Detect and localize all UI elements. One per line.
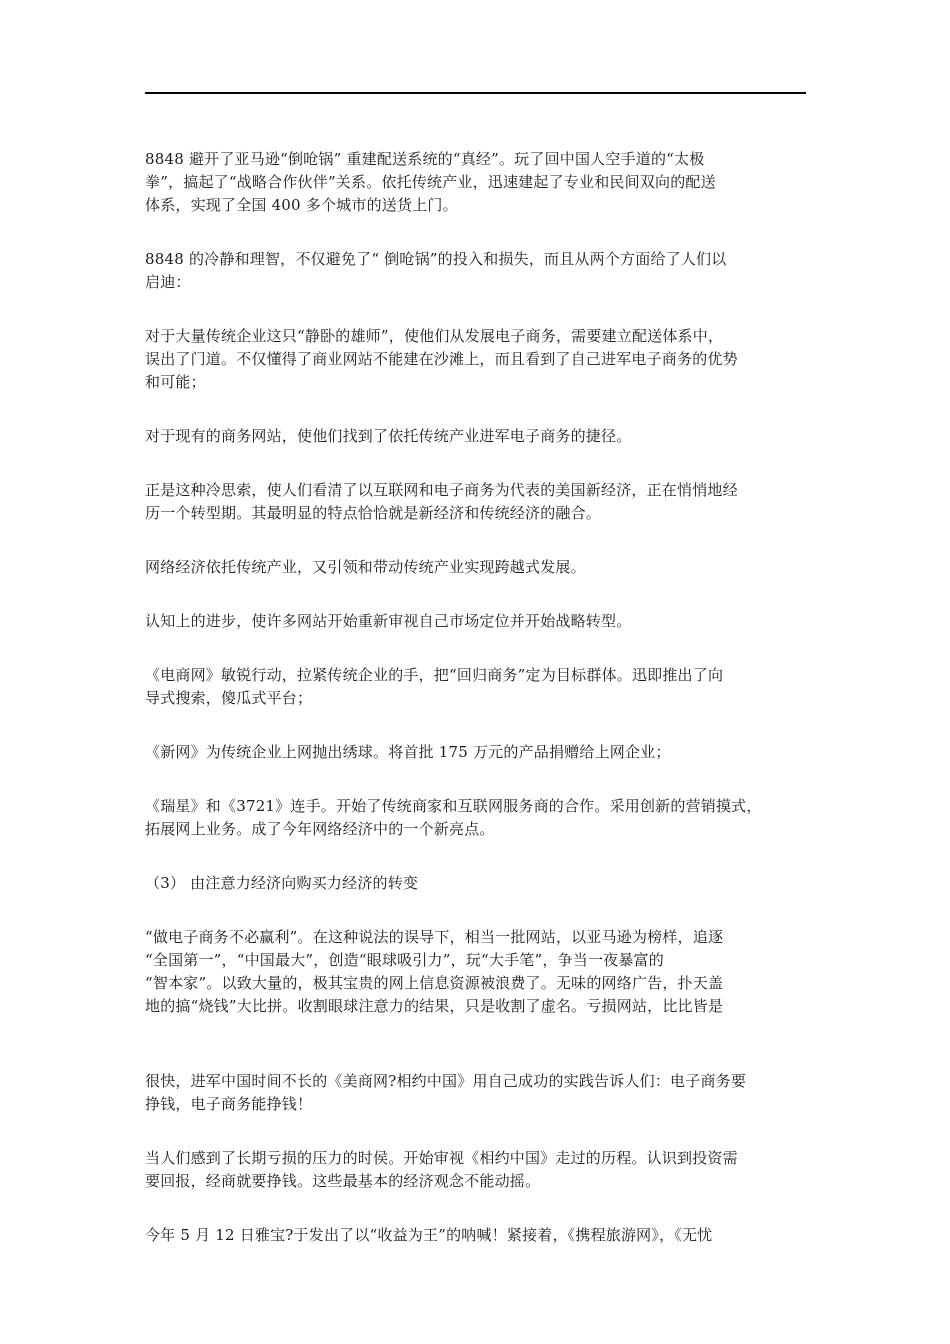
paragraph: [145, 741, 817, 764]
text-line: 很快，进军中国时间不长的《美商网?相约中国》用自己成功的实践告诉人们：电子商务要: [145, 1072, 747, 1090]
paragraph: [145, 795, 817, 841]
text-line: 对于大量传统企业这只“静卧的雄师”，使他们从发展电子商务，需要建立配送体系中，: [145, 327, 724, 345]
text-line: 体系，实现了全国 400 多个城市的送货上门。: [145, 196, 458, 214]
header-rule: [145, 92, 806, 94]
text-line: 和可能；: [145, 373, 206, 391]
paragraph: [145, 479, 817, 525]
text-line: 今年 5 月 12 日雅宝?于发出了以“收益为王”的呐喊！紧接着，《携程旅游网》，《无忧: [145, 1226, 713, 1244]
paragraph: [145, 1070, 817, 1116]
document-body: [145, 148, 817, 1247]
text-line: 当人们感到了长期亏损的压力的时侯。开始审视《相约中国》走过的历程。认识到投资需: [145, 1149, 738, 1167]
text-line: 8848 的冷静和理智，不仅避免了“ 倒呛锅”的投入和损失，而且从两个方面给了人们以: [145, 250, 727, 268]
text-line: 《瑞星》和《3721》连手。开始了传统商家和互联网服务商的合作。采用创新的营销摸式，: [145, 797, 762, 815]
paragraph: [145, 1147, 817, 1193]
paragraph: [145, 325, 817, 394]
text-line: 网络经济依托传统产业，又引领和带动传统产业实现跨越式发展。: [145, 558, 586, 576]
paragraph: [145, 148, 817, 217]
text-line: 正是这种冷思索，使人们看清了以互联网和电子商务为代表的美国新经济，正在悄悄地经: [145, 481, 738, 499]
text-line: 误出了门道。不仅懂得了商业网站不能建在沙滩上，而且看到了自己进军电子商务的优势: [145, 350, 738, 368]
section-heading: [145, 872, 817, 895]
paragraph: [145, 425, 817, 448]
text-line: “智本家”。以致大量的，极其宝贵的网上信息资源被浪费了。无味的网络广告，扑天盖: [145, 974, 724, 992]
paragraph: [145, 664, 817, 710]
text-line: 认知上的进步，使许多网站开始重新审视自己市场定位并开始战略转型。: [145, 612, 632, 630]
text-line: 导式搜索，傻瓜式平台；: [145, 689, 313, 707]
text-line: 《新网》为传统企业上网抛出绣球。将首批 175 万元的产品捐赠给上网企业；: [145, 743, 671, 761]
text-line: 历一个转型期。其最明显的特点恰恰就是新经济和传统经济的融合。: [145, 504, 602, 522]
text-line: “做电子商务不必赢利”。在这种说法的误导下，相当一批网站，以亚马逊为榜样，追逐: [145, 928, 724, 946]
text-line: 8848 避开了亚马逊“倒呛锅” 重建配送系统的“真经”。玩了回中国人空手道的“太极: [145, 150, 705, 168]
paragraph: [145, 610, 817, 633]
text-line: 启迪：: [145, 273, 191, 291]
text-line: 对于现有的商务网站，使他们找到了依托传统产业进军电子商务的捷径。: [145, 427, 632, 445]
text-line: “全国第一”，“中国最大”，创造“眼球吸引力”，玩“大手笔”，争当一夜暴富的: [145, 951, 664, 969]
text-line: 挣钱，电子商务能挣钱！: [145, 1095, 313, 1113]
text-line: 拳”，搞起了“战略合作伙伴”关系。依托传统产业，迅速建起了专业和民间双向的配送: [145, 173, 716, 191]
text-line: 《电商网》敏锐行动，拉紧传统企业的手，把“回归商务”定为目标群体。迅即推出了向: [145, 666, 724, 684]
paragraph: [145, 556, 817, 579]
paragraph: [145, 248, 817, 294]
text-line: 要回报，经商就要挣钱。这些最基本的经济观念不能动摇。: [145, 1172, 541, 1190]
paragraph: [145, 926, 817, 1018]
paragraph: [145, 1224, 817, 1247]
text-line: 地的搞“烧钱”大比拼。收割眼球注意力的结果，只是收割了虚名。亏损网站，比比皆是: [145, 997, 724, 1015]
text-line: （3） 由注意力经济向购买力经济的转变: [145, 874, 419, 892]
text-line: 拓展网上业务。成了今年网络经济中的一个新亮点。: [145, 820, 495, 838]
